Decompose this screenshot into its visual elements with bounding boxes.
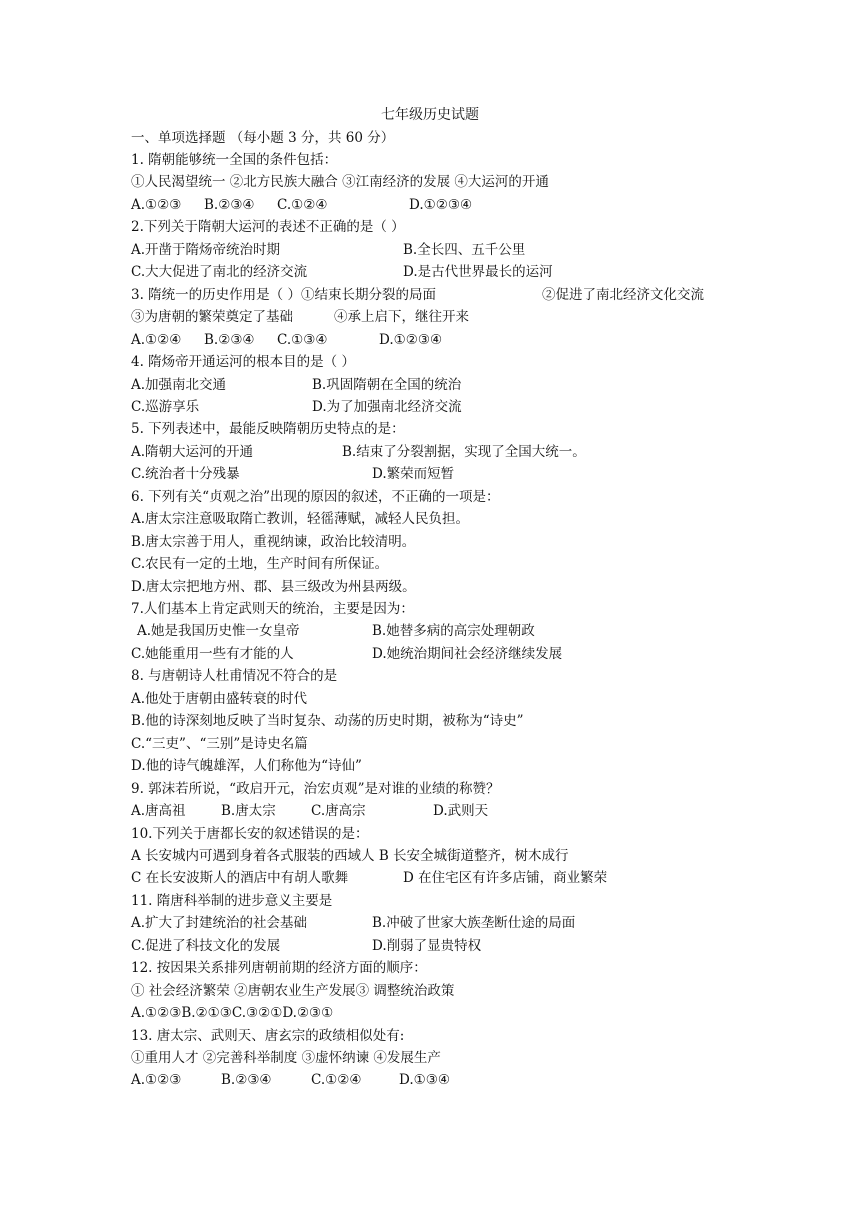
option-text: D.繁荣而短暂 [372,466,455,483]
option-text: B.巩固隋朝在全国的统治 [312,376,462,393]
option-text: A.隋朝大运河的开通 [131,443,254,460]
option-text: B.②③④ [204,196,255,213]
option-text: A.她是我国历史惟一女皇帝 [137,623,300,640]
line-text: 8. 与唐朝诗人杜甫情况不符合的是 [131,668,338,685]
option-text: A.开凿于隋炀帝统治时期 [131,241,281,258]
option-text: ③为唐朝的繁荣奠定了基础 [131,309,293,326]
option-text: C.她能重用一些有才能的人 [131,645,294,662]
option-text: D.她统治期间社会经济继续发展 [372,645,563,662]
line-text: 9. 郭沫若所说，“政启开元，治宏贞观”是对谁的业绩的称赞？ [131,780,500,797]
option-text: D 在住宅区有许多店铺，商业繁荣 [403,870,608,887]
line-text: C.“三吏”、“三别”是诗史名篇 [131,735,308,752]
line-text: 1. 隋朝能够统一全国的条件包括： [131,152,338,168]
option-text: C.统治者十分残暴 [131,466,240,483]
option-text: B.冲破了世家大族垄断仕途的局面 [372,915,576,932]
option-text: A.加强南北交通 [131,376,227,393]
line-text: A.唐太宗注意吸取隋亡教训，轻徭薄赋，减轻人民负担。 [131,511,470,528]
line-text: B.他的诗深刻地反映了当时复杂、动荡的历史时期，被称为“诗史” [131,713,524,730]
option-text: D.①②③④ [379,331,443,348]
line-text: B.唐太宗善于用人，重视纳谏，政治比较清明。 [131,533,416,550]
line-text: ① 社会经济繁荣 ②唐朝农业生产发展③ 调整统治政策 [131,982,455,999]
option-text: B.②③④ [204,331,255,348]
line-text: A.他处于唐朝由盛转衰的时代 [131,690,308,707]
option-text: ②促进了南北经济文化交流 [542,286,704,303]
option-text: C.唐高宗 [311,803,366,820]
option-text: A.①②③ [131,1072,182,1089]
line-text: 4. 隋炀帝开通运河的根本目的是（ ） [131,354,355,371]
option-text: C.①②④ [277,196,328,213]
option-text: B.②③④ [221,1072,272,1089]
option-text: D.①②③④ [409,196,473,213]
option-text: D.削弱了显贵特权 [372,937,482,954]
line-text: 13. 唐太宗、武则天、唐玄宗的政绩相似处有: [131,1027,405,1044]
line-text: 6. 下列有关“贞观之治”出现的原因的叙述，不正确的一项是： [131,488,500,505]
line-text: A.①②③B.②①③C.③②①D.②③① [131,1005,334,1022]
line-text: ①重用人才 ②完善科举制度 ③虚怀纳谏 ④发展生产 [131,1050,441,1066]
line-text: 5. 下列表述中，最能反映隋朝历史特点的是： [131,421,405,438]
option-text: 3. 隋统一的历史作用是（ ）①结束长期分裂的局面 [131,286,436,303]
line-text: 12. 按因果关系排列唐朝前期的经济方面的顺序： [131,960,427,977]
option-text: D.①③④ [399,1072,450,1089]
option-text: A.唐高祖 [131,803,186,820]
option-text: A.①②④ [131,331,182,348]
option-text: C.①③④ [277,331,328,348]
line-text: D.他的诗气魄雄浑，人们称他为“诗仙” [131,758,362,775]
line-text: 11. 隋唐科举制的进步意义主要是 [131,892,333,909]
option-text: D.武则天 [433,803,489,820]
option-text: D.是古代世界最长的运河 [403,264,553,281]
line-text: 10.下列关于唐都长安的叙述错误的是： [131,825,369,842]
option-text: C.促进了科技文化的发展 [131,937,281,954]
option-text: C.①②④ [311,1072,362,1089]
option-text: ④承上启下，继往开来 [334,309,469,326]
line-text: ①人民渴望统一 ②北方民族大融合 ③江南经济的发展 ④大运河的开通 [131,174,549,191]
option-text: C.大大促进了南北的经济交流 [131,264,308,281]
line-text: A 长安城内可遇到身着各式服装的西域人 B 长安全城街道整齐，树木成行 [131,847,569,864]
option-text: B.她替多病的高宗处理朝政 [372,623,535,640]
option-text: A.扩大了封建统治的社会基础 [131,915,308,932]
line-text: 7.人们基本上肯定武则天的统治，主要是因为： [131,601,414,617]
option-text: A.①②③ [131,196,182,213]
line-text: D.唐太宗把地方州、郡、县三级改为州县两级。 [131,578,416,595]
option-text: C 在长安波斯人的酒店中有胡人歌舞 [131,870,349,887]
option-text: B.全长四、五千公里 [403,241,526,258]
option-text: C.巡游享乐 [131,398,200,415]
option-text: B.唐太宗 [221,803,276,820]
option-text: D.为了加强南北经济交流 [312,398,462,415]
section-heading: 一、单项选择题 （每小题 3 分，共 60 分） [131,130,395,146]
page-title: 七年级历史试题 [381,107,479,123]
option-text: B.结束了分裂割据，实现了全国大统一。 [342,443,586,460]
line-text: 2.下列关于隋朝大运河的表述不正确的是（ ） [131,219,405,236]
line-text: C.农民有一定的土地，生产时间有所保证。 [131,556,389,573]
